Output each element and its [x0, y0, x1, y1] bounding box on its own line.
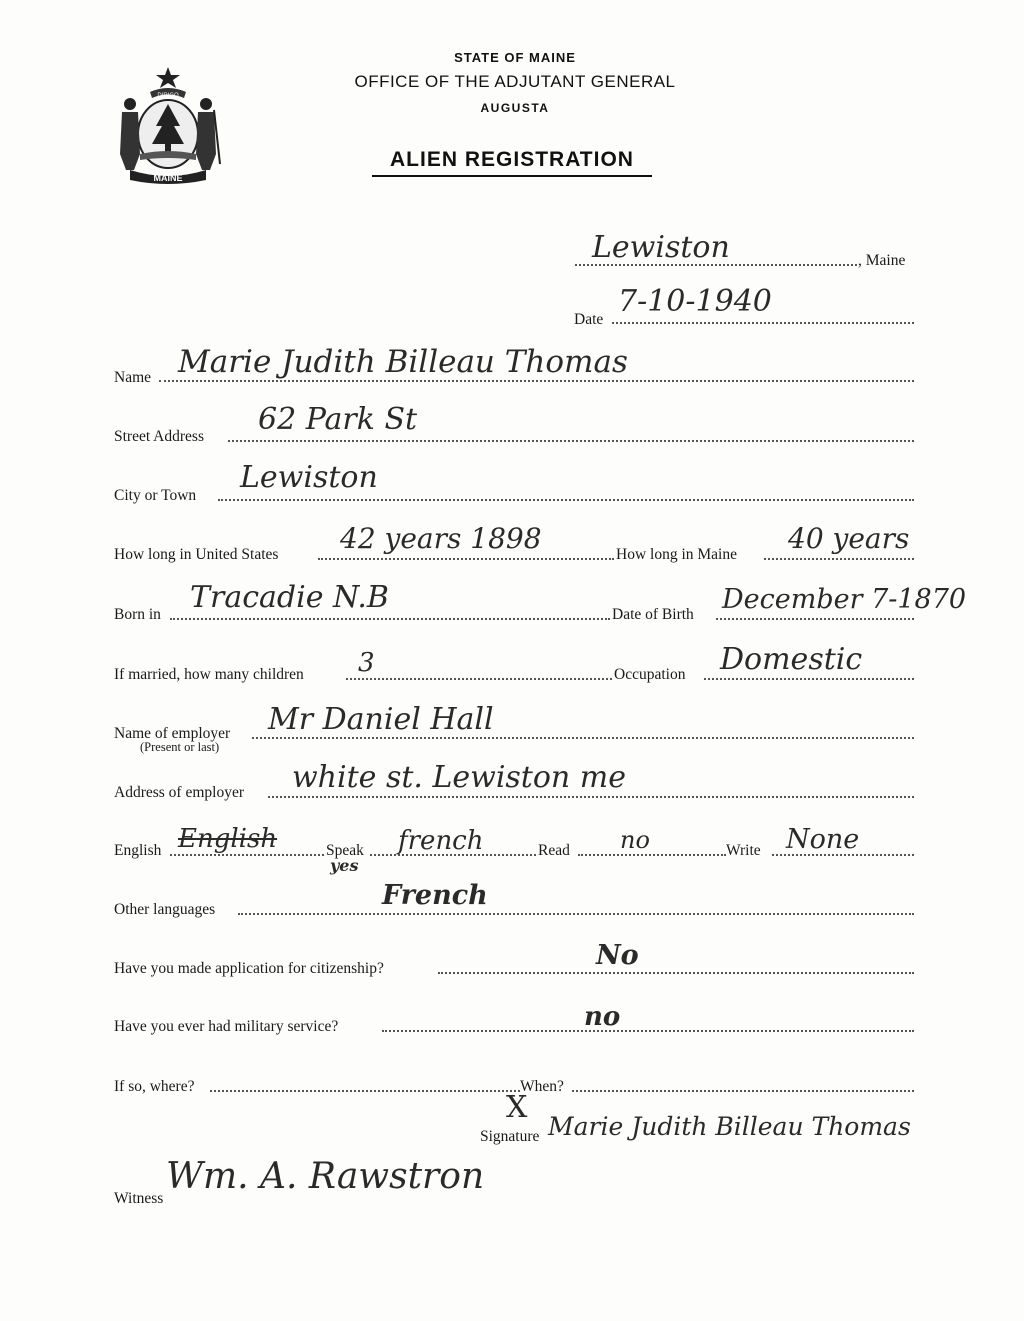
born-line	[170, 618, 610, 620]
employer-line	[252, 737, 914, 739]
us-duration-value: 42 years 1898	[340, 522, 542, 555]
date-line	[612, 322, 914, 324]
witness-value: Wm. A. Rawstron	[166, 1156, 485, 1197]
born-value: Tracadie N.B	[190, 580, 389, 615]
city-line	[218, 499, 914, 501]
read-value: no	[620, 826, 650, 854]
date-label: Date	[574, 311, 604, 328]
born-label: Born in	[114, 606, 161, 623]
employer-value: Mr Daniel Hall	[268, 702, 494, 737]
witness-label: Witness	[114, 1190, 164, 1207]
street-value: 62 Park St	[258, 402, 418, 437]
us-duration-label: How long in United States	[114, 546, 279, 563]
date-value: 7-10-1940	[618, 284, 772, 319]
write-label: Write	[726, 842, 761, 859]
military-label: Have you ever had military service?	[114, 1018, 339, 1035]
speak-label: Speak	[326, 842, 364, 859]
occupation-value: Domestic	[720, 642, 863, 677]
other-languages-line	[238, 913, 914, 915]
seal-banner-text: MAINE	[153, 173, 183, 183]
speak-value: french	[398, 826, 484, 856]
write-value: None	[786, 824, 860, 855]
occupation-label: Occupation	[614, 666, 686, 683]
title-underline	[372, 175, 652, 177]
city-heading: AUGUSTA	[480, 101, 550, 115]
state-heading: STATE OF MAINE	[454, 50, 576, 65]
dob-label: Date of Birth	[612, 606, 694, 623]
occupation-line	[704, 678, 914, 680]
where-label: If so, where?	[114, 1078, 195, 1095]
employer-address-label: Address of employer	[114, 784, 244, 801]
maine-duration-value: 40 years	[788, 522, 910, 555]
employer-address-line	[268, 796, 914, 798]
when-line	[572, 1090, 914, 1092]
children-value: 3	[358, 648, 375, 678]
office-heading: OFFICE OF THE ADJUTANT GENERAL	[354, 72, 676, 91]
street-label: Street Address	[114, 428, 204, 445]
seal-motto-text: DIRIGO	[157, 93, 179, 99]
maine-duration-line	[764, 558, 914, 560]
city-value: Lewiston	[240, 460, 378, 495]
when-label: When?	[520, 1078, 564, 1095]
city-label: City or Town	[114, 487, 197, 504]
dob-line	[716, 618, 914, 620]
children-label: If married, how many children	[114, 666, 304, 683]
employer-label: Name of employer	[114, 725, 231, 742]
english-value: English	[178, 824, 278, 854]
english-label: English	[114, 842, 162, 859]
other-languages-label: Other languages	[114, 901, 216, 918]
citizenship-value: No	[596, 940, 639, 971]
citizenship-line	[438, 972, 914, 974]
form-title: ALIEN REGISTRATION	[390, 148, 634, 171]
military-value: no	[584, 1002, 621, 1032]
employer-address-value: white st. Lewiston me	[292, 760, 626, 795]
name-label: Name	[114, 369, 152, 386]
read-label: Read	[538, 842, 570, 859]
street-line	[228, 440, 914, 442]
maine-duration-label: How long in Maine	[616, 546, 737, 563]
military-line	[382, 1030, 914, 1032]
signature-label: Signature	[480, 1128, 540, 1145]
name-value: Marie Judith Billeau Thomas	[178, 344, 628, 380]
citizenship-label: Have you made application for citizenship?	[114, 960, 384, 977]
name-line	[159, 380, 914, 382]
place-value: Lewiston	[592, 230, 730, 265]
employer-sublabel: (Present or last)	[140, 740, 220, 754]
place-label: , Maine	[858, 252, 906, 269]
signature-mark: X	[506, 1090, 528, 1125]
english-line	[170, 854, 324, 856]
other-languages-value: French	[382, 880, 488, 911]
dob-value: December 7-1870	[722, 584, 967, 615]
read-line	[578, 854, 726, 856]
where-line	[210, 1090, 520, 1092]
children-line	[346, 678, 612, 680]
signature-value: Marie Judith Billeau Thomas	[548, 1112, 911, 1141]
speak-note: yes	[330, 856, 359, 875]
us-duration-line	[318, 558, 614, 560]
